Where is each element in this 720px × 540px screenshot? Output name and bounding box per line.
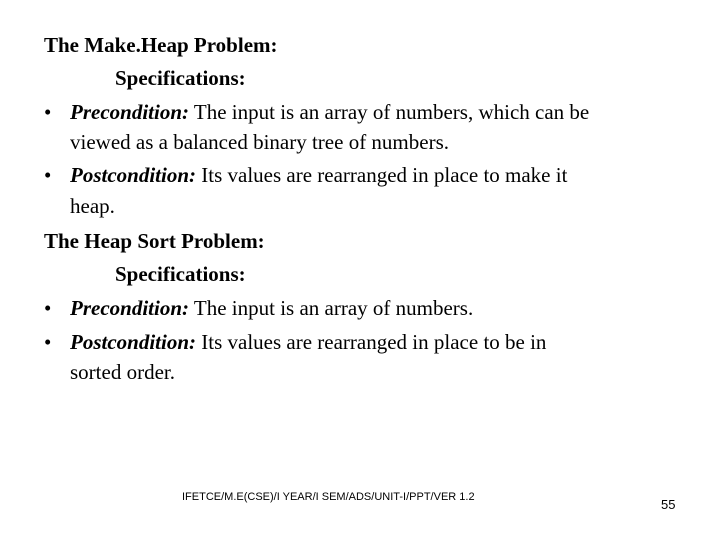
postcondition-text: Its values are rearranged in place to be in xyxy=(196,330,547,354)
bullet-marker: • xyxy=(44,163,52,187)
postcondition-text-continued: heap. xyxy=(70,194,115,218)
precondition-text-continued: viewed as a balanced binary tree of numbers. xyxy=(70,130,450,154)
postcondition-label: Postcondition: xyxy=(70,330,197,354)
precondition-label: Precondition: xyxy=(70,100,189,124)
footer-text: IFETCE/M.E(CSE)/I YEAR/I SEM/ADS/UNIT-I/PPT/VER 1.2 xyxy=(182,491,475,503)
precondition-text: The input is an array of numbers. xyxy=(189,296,474,320)
postcondition-text: Its values are rearranged in place to make it xyxy=(196,163,568,187)
postcondition-item xyxy=(70,163,567,187)
postcondition-item xyxy=(70,330,546,354)
section-subtitle-specifications: Specifications: xyxy=(115,262,246,286)
section-title-makeheap: The Make.Heap Problem: xyxy=(44,33,278,57)
postcondition-label: Postcondition: xyxy=(70,163,197,187)
section-title-heapsort: The Heap Sort Problem: xyxy=(44,229,265,253)
bullet-marker: • xyxy=(44,296,52,320)
bullet-marker: • xyxy=(44,330,52,354)
precondition-item xyxy=(70,100,589,124)
bullet-marker: • xyxy=(44,100,52,124)
precondition-text: The input is an array of numbers, which can be xyxy=(189,100,590,124)
section-subtitle-specifications: Specifications: xyxy=(115,66,246,90)
postcondition-text-continued: sorted order. xyxy=(70,360,175,384)
precondition-item xyxy=(70,296,473,320)
precondition-label: Precondition: xyxy=(70,296,189,320)
page-number: 55 xyxy=(661,497,676,512)
